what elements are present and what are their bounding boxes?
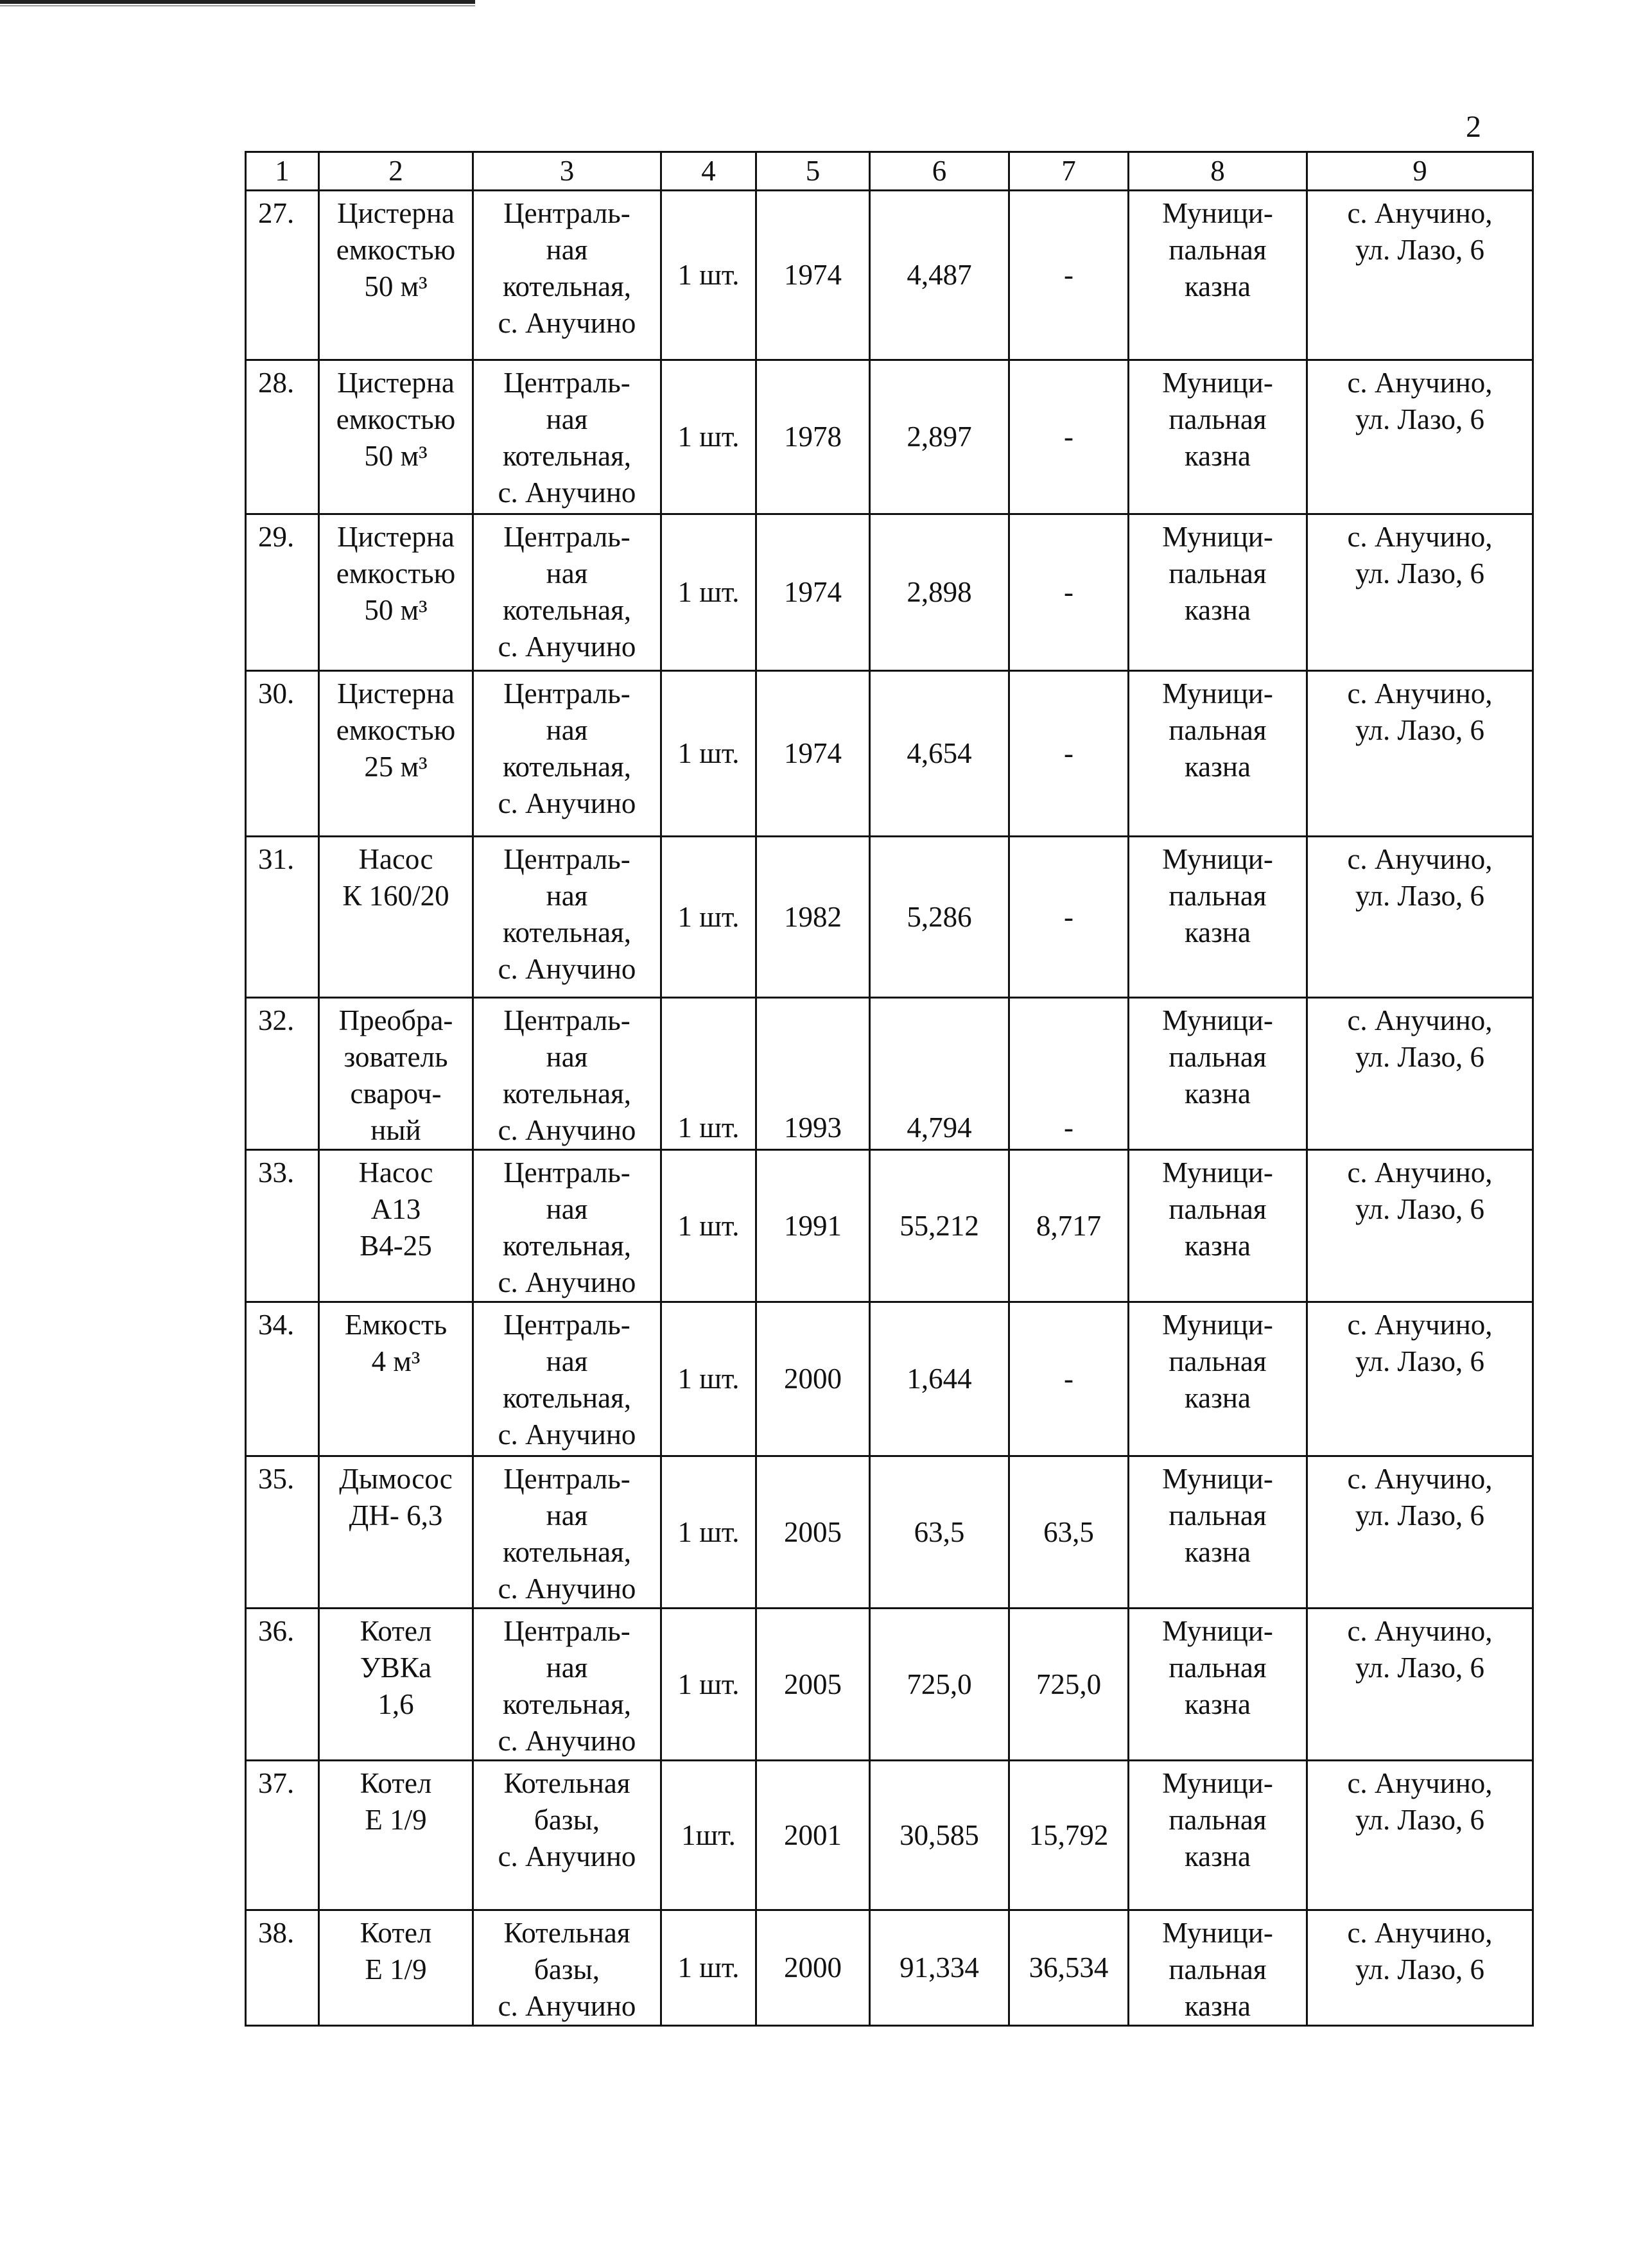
scan-edge-line	[0, 0, 475, 4]
cell-location: Котельная базы, с. Анучино	[473, 1910, 661, 2026]
cell-value-6: 91,334	[870, 1910, 1009, 2026]
cell-location: Централь- ная котельная, с. Анучино	[473, 1456, 661, 1609]
cell-name: Котел Е 1/9	[319, 1761, 473, 1910]
cell-address: с. Анучино, ул. Лазо, 6	[1307, 1761, 1533, 1910]
cell-quantity: 1 шт.	[661, 514, 756, 671]
cell-year: 1974	[756, 671, 870, 837]
cell-address: с. Анучино, ул. Лазо, 6	[1307, 1910, 1533, 2026]
cell-location: Централь- ная котельная, с. Анучино	[473, 671, 661, 837]
cell-owner: Муници- пальная казна	[1129, 1609, 1307, 1761]
column-header: 2	[319, 152, 473, 191]
cell-name: Цистерна емкостью 50 м³	[319, 360, 473, 514]
cell-value-6: 55,212	[870, 1150, 1009, 1302]
cell-quantity: 1 шт.	[661, 1456, 756, 1609]
table-row	[246, 1150, 1533, 1302]
cell-value-6: 4,654	[870, 671, 1009, 837]
cell-value-6: 4,794	[870, 998, 1009, 1150]
cell-quantity: 1шт.	[661, 1761, 756, 1910]
cell-owner: Муници- пальная казна	[1129, 1910, 1307, 2026]
cell-address: с. Анучино, ул. Лазо, 6	[1307, 671, 1533, 837]
column-header: 3	[473, 152, 661, 191]
cell-address: с. Анучино, ул. Лазо, 6	[1307, 998, 1533, 1150]
cell-value-6: 4,487	[870, 191, 1009, 360]
cell-name: Котел УВКа 1,6	[319, 1609, 473, 1761]
cell-value-7: 36,534	[1009, 1910, 1129, 2026]
cell-value-6: 1,644	[870, 1302, 1009, 1456]
cell-value-7: 8,717	[1009, 1150, 1129, 1302]
table-row	[246, 514, 1533, 671]
cell-value-7: -	[1009, 998, 1129, 1150]
cell-location: Централь- ная котельная, с. Анучино	[473, 191, 661, 360]
table-row	[246, 998, 1533, 1150]
cell-number: 29.	[246, 514, 319, 671]
cell-owner: Муници- пальная казна	[1129, 191, 1307, 360]
cell-year: 1974	[756, 191, 870, 360]
table-row	[246, 1302, 1533, 1456]
cell-name: Цистерна емкостью 25 м³	[319, 671, 473, 837]
cell-quantity: 1 шт.	[661, 1910, 756, 2026]
cell-address: с. Анучино, ул. Лазо, 6	[1307, 1302, 1533, 1456]
cell-number: 30.	[246, 671, 319, 837]
cell-location: Котельная базы, с. Анучино	[473, 1761, 661, 1910]
column-header: 9	[1307, 152, 1533, 191]
cell-value-6: 2,897	[870, 360, 1009, 514]
cell-location: Централь- ная котельная, с. Анучино	[473, 837, 661, 998]
cell-name: Котел Е 1/9	[319, 1910, 473, 2026]
cell-number: 32.	[246, 998, 319, 1150]
cell-location: Централь- ная котельная, с. Анучино	[473, 1150, 661, 1302]
cell-quantity: 1 шт.	[661, 360, 756, 514]
table-row	[246, 1609, 1533, 1761]
cell-address: с. Анучино, ул. Лазо, 6	[1307, 1609, 1533, 1761]
cell-name: Дымосос ДН- 6,3	[319, 1456, 473, 1609]
cell-value-6: 63,5	[870, 1456, 1009, 1609]
cell-year: 2000	[756, 1910, 870, 2026]
cell-address: с. Анучино, ул. Лазо, 6	[1307, 1150, 1533, 1302]
cell-quantity: 1 шт.	[661, 1609, 756, 1761]
cell-year: 2001	[756, 1761, 870, 1910]
cell-value-7: -	[1009, 1302, 1129, 1456]
cell-owner: Муници- пальная казна	[1129, 1761, 1307, 1910]
cell-owner: Муници- пальная казна	[1129, 1150, 1307, 1302]
column-header: 4	[661, 152, 756, 191]
cell-value-6: 725,0	[870, 1609, 1009, 1761]
cell-value-7: -	[1009, 360, 1129, 514]
cell-value-6: 2,898	[870, 514, 1009, 671]
cell-name: Емкость 4 м³	[319, 1302, 473, 1456]
cell-year: 1993	[756, 998, 870, 1150]
cell-quantity: 1 шт.	[661, 1302, 756, 1456]
cell-year: 1991	[756, 1150, 870, 1302]
column-header: 5	[756, 152, 870, 191]
cell-quantity: 1 шт.	[661, 837, 756, 998]
cell-location: Централь- ная котельная, с. Анучино	[473, 998, 661, 1150]
table-row	[246, 671, 1533, 837]
cell-quantity: 1 шт.	[661, 191, 756, 360]
cell-address: с. Анучино, ул. Лазо, 6	[1307, 514, 1533, 671]
cell-value-7: -	[1009, 514, 1129, 671]
cell-quantity: 1 шт.	[661, 1150, 756, 1302]
cell-owner: Муници- пальная казна	[1129, 998, 1307, 1150]
cell-location: Централь- ная котельная, с. Анучино	[473, 514, 661, 671]
cell-year: 1982	[756, 837, 870, 998]
column-header: 6	[870, 152, 1009, 191]
cell-name: Цистерна емкостью 50 м³	[319, 514, 473, 671]
cell-address: с. Анучино, ул. Лазо, 6	[1307, 837, 1533, 998]
cell-owner: Муници- пальная казна	[1129, 1302, 1307, 1456]
cell-year: 2000	[756, 1302, 870, 1456]
column-header: 1	[246, 152, 319, 191]
column-header: 8	[1129, 152, 1307, 191]
cell-name: Преобра- зователь свароч- ный	[319, 998, 473, 1150]
cell-owner: Муници- пальная казна	[1129, 514, 1307, 671]
cell-address: с. Анучино, ул. Лазо, 6	[1307, 191, 1533, 360]
cell-location: Централь- ная котельная, с. Анучино	[473, 360, 661, 514]
cell-location: Централь- ная котельная, с. Анучино	[473, 1302, 661, 1456]
cell-address: с. Анучино, ул. Лазо, 6	[1307, 1456, 1533, 1609]
cell-value-7: 725,0	[1009, 1609, 1129, 1761]
cell-number: 35.	[246, 1456, 319, 1609]
cell-value-6: 30,585	[870, 1761, 1009, 1910]
cell-number: 31.	[246, 837, 319, 998]
cell-number: 37.	[246, 1761, 319, 1910]
cell-number: 36.	[246, 1609, 319, 1761]
table-row	[246, 360, 1533, 514]
cell-location: Централь- ная котельная, с. Анучино	[473, 1609, 661, 1761]
cell-quantity: 1 шт.	[661, 671, 756, 837]
cell-value-6: 5,286	[870, 837, 1009, 998]
table-row	[246, 837, 1533, 998]
cell-owner: Муници- пальная казна	[1129, 671, 1307, 837]
header-row	[246, 152, 1533, 191]
cell-owner: Муници- пальная казна	[1129, 360, 1307, 514]
scan-edge-line-thin	[0, 5, 475, 6]
table-row	[246, 1910, 1533, 2026]
cell-owner: Муници- пальная казна	[1129, 1456, 1307, 1609]
cell-name: Цистерна емкостью 50 м³	[319, 191, 473, 360]
cell-year: 1974	[756, 514, 870, 671]
page-number: 2	[1466, 110, 1481, 144]
cell-value-7: -	[1009, 191, 1129, 360]
cell-year: 2005	[756, 1456, 870, 1609]
cell-number: 28.	[246, 360, 319, 514]
cell-value-7: -	[1009, 837, 1129, 998]
property-table	[245, 151, 1534, 2027]
cell-value-7: 63,5	[1009, 1456, 1129, 1609]
cell-number: 27.	[246, 191, 319, 360]
cell-name: Насос А13 В4-25	[319, 1150, 473, 1302]
table-row	[246, 1761, 1533, 1910]
cell-number: 34.	[246, 1302, 319, 1456]
cell-value-7: 15,792	[1009, 1761, 1129, 1910]
table-row	[246, 191, 1533, 360]
cell-year: 2005	[756, 1609, 870, 1761]
table-row	[246, 1456, 1533, 1609]
cell-address: с. Анучино, ул. Лазо, 6	[1307, 360, 1533, 514]
cell-number: 38.	[246, 1910, 319, 2026]
cell-value-7: -	[1009, 671, 1129, 837]
cell-name: Насос К 160/20	[319, 837, 473, 998]
cell-owner: Муници- пальная казна	[1129, 837, 1307, 998]
cell-quantity: 1 шт.	[661, 998, 756, 1150]
cell-year: 1978	[756, 360, 870, 514]
cell-number: 33.	[246, 1150, 319, 1302]
column-header: 7	[1009, 152, 1129, 191]
